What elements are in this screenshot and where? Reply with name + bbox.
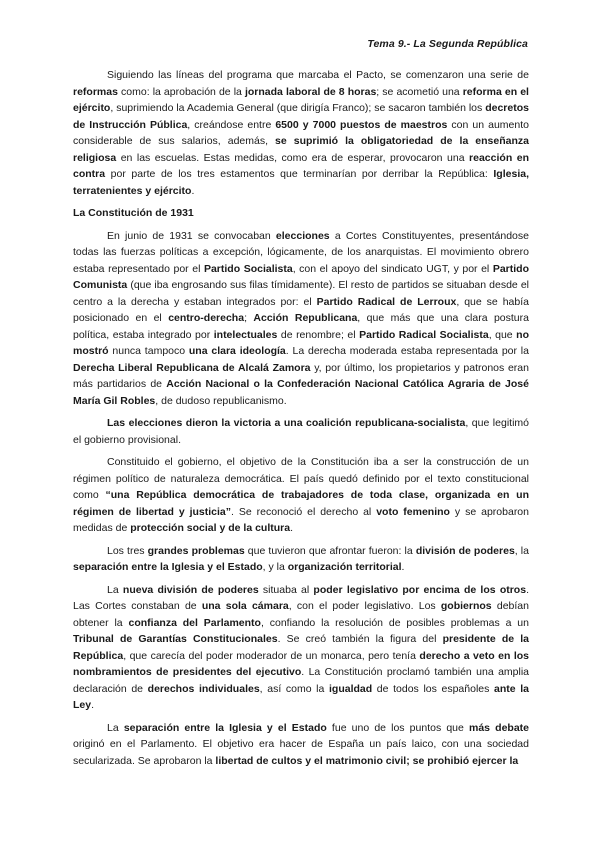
bold-run: Las elecciones dieron la victoria a una coalición republicana-socialista bbox=[107, 417, 466, 429]
bold-run: ante la Ley bbox=[73, 682, 529, 711]
bold-run: libertad de cultos y el matrimonio civil; se prohibió ejercer la bbox=[215, 754, 519, 767]
text-run: , así como la bbox=[259, 682, 329, 695]
page-header: Tema 9.- La Segunda República bbox=[367, 38, 528, 50]
bold-run: división de poderes bbox=[415, 544, 515, 557]
bold-run: no mostró bbox=[73, 328, 529, 357]
text-run: originó en el Parlamento. El objetivo era hacer de España un país laico, con una sociedad secularizada. Se aprobaron la bbox=[73, 738, 529, 767]
text-run: debían obtener la bbox=[73, 600, 529, 629]
bold-run: Derecha Liberal Republicana de Alcalá Zamora bbox=[73, 361, 311, 374]
text-run: , que más que una clara postura política, estaba integrado por bbox=[73, 312, 529, 341]
text-run: . Las Cortes constaban de bbox=[73, 583, 529, 612]
text-run: ; bbox=[244, 312, 254, 324]
paragraph-iglesia-estado bbox=[73, 720, 529, 770]
bold-run: confianza del Parlamento bbox=[128, 616, 261, 629]
text-run: y, por último, los propietarios y patronos eran más partidarios de bbox=[73, 361, 529, 390]
text-run: , que legitimó el gobierno provisional. bbox=[73, 417, 529, 446]
text-run: en las escuelas. Estas medidas, como era de esperar, provocaron una bbox=[116, 151, 470, 164]
text-run: La bbox=[107, 721, 124, 734]
text-run: de renombre; el bbox=[277, 328, 360, 341]
bold-run: Acción Republicana bbox=[253, 312, 358, 324]
bold-run: derecho a veto en los nombramientos de presidentes del ejecutivo bbox=[73, 649, 529, 678]
text-run: con un aumento considerable de sus salarios, además, bbox=[73, 118, 529, 147]
bold-run: una sola cámara bbox=[201, 600, 289, 612]
bold-run: organización territorial bbox=[287, 561, 402, 573]
text-run: , con el apoyo del sindicato UGT, y por el bbox=[292, 262, 493, 275]
text-run: y se aprobaron medidas de bbox=[73, 505, 529, 534]
text-run: . bbox=[290, 522, 294, 534]
paragraph-victoria bbox=[73, 415, 529, 448]
bold-run: centro-derecha bbox=[168, 312, 245, 324]
text-run: nunca tampoco bbox=[108, 345, 189, 357]
text-run: . Se creó también la figura del bbox=[277, 633, 443, 645]
bold-run: Partido Radical de Lerroux bbox=[316, 295, 457, 308]
paragraph-elecciones bbox=[73, 228, 529, 410]
text-run: . La derecha moderada estaba representada por la bbox=[285, 345, 529, 357]
text-run: por parte de los tres estamentos que terminarían por derribar la República: bbox=[105, 168, 494, 180]
text-run: , de dudoso republicanismo. bbox=[155, 394, 287, 407]
text-run: , confiando la resolución de posibles problemas a un bbox=[260, 616, 529, 629]
text-run: , creándose entre bbox=[187, 118, 276, 131]
bold-run: Partido Socialista bbox=[203, 262, 293, 275]
text-run: , suprimiendo la Academia General (que dirigía Franco); se sacaron también los bbox=[110, 102, 486, 114]
text-run: (que iba engrosando sus filas tímidamente). El resto de partidos se situaban desde el centro a la derecha y estaban integrados por: el bbox=[73, 279, 529, 308]
paragraph-problemas bbox=[73, 543, 529, 576]
bold-run: reformas bbox=[73, 85, 118, 98]
bold-run: elecciones bbox=[275, 229, 330, 242]
bold-run: poder legislativo por encima de los otros bbox=[313, 583, 527, 596]
bold-run: Tribunal de Garantías Constitucionales bbox=[73, 633, 278, 645]
text-run: ; se acometió una bbox=[376, 85, 463, 98]
bold-run: Acción Nacional o la Confederación Nacional Católica Agraria de José María Gil Robles bbox=[73, 378, 529, 407]
bold-run: jornada laboral de 8 horas bbox=[244, 85, 377, 98]
text-run: , con el poder legislativo. Los bbox=[288, 600, 441, 612]
text-run: La bbox=[107, 583, 123, 596]
bold-run: grandes problemas bbox=[147, 544, 245, 557]
text-run: , que bbox=[488, 328, 517, 341]
bold-run: decretos de Instrucción Pública bbox=[73, 102, 529, 131]
text-run: . bbox=[91, 699, 95, 711]
text-run: como: la aprobación de la bbox=[117, 85, 245, 98]
bold-run: separación entre la Iglesia y el Estado bbox=[73, 561, 263, 573]
bold-run: Partido Radical Socialista bbox=[359, 328, 489, 341]
text-run: Los tres bbox=[107, 544, 148, 557]
text-run: a Cortes Constituyentes, presentándose todas las fuerzas políticas a excepción, lógicamente, de los anarquistas. El movimiento obrero estaba representado por el bbox=[73, 229, 529, 275]
text-run: , la bbox=[514, 544, 529, 557]
bold-run: presidente de la República bbox=[73, 633, 529, 662]
bold-run: nueva división de poderes bbox=[122, 583, 259, 596]
bold-run: separación entre la Iglesia y el Estado bbox=[123, 721, 327, 734]
text-run: . Se reconoció el derecho al bbox=[231, 505, 377, 518]
text-run: de todos los españoles bbox=[372, 682, 495, 695]
bold-run: Iglesia, terratenientes y ejército bbox=[73, 168, 529, 197]
bold-run: 6500 y 7000 puestos de maestros bbox=[275, 118, 448, 131]
bold-run: Partido Comunista bbox=[73, 262, 529, 291]
bold-run: voto femenino bbox=[376, 505, 450, 518]
bold-run: intelectuales bbox=[213, 328, 278, 341]
document-body bbox=[73, 67, 529, 775]
bold-run: protección social y de la cultura bbox=[130, 522, 291, 534]
text-run: Siguiendo las líneas del programa que marcaba el Pacto, se comenzaron una serie de bbox=[107, 69, 529, 81]
text-run: , que se había posicionado en el bbox=[73, 295, 529, 324]
paragraph-division-poderes bbox=[73, 582, 529, 714]
text-run: . bbox=[401, 561, 405, 573]
text-run: , que carecía del poder moderador de un monarca, pero tenía bbox=[123, 649, 420, 662]
bold-run: reforma en el ejército bbox=[73, 85, 529, 114]
bold-run: igualdad bbox=[329, 682, 373, 695]
bold-run: “una República democrática de trabajadores de toda clase, organizada en un régimen de libertad y justicia” bbox=[73, 489, 530, 518]
bold-run: reacción en contra bbox=[73, 151, 529, 180]
text-run: fue uno de los puntos que bbox=[326, 721, 469, 734]
text-run: En junio de 1931 se convocaban bbox=[107, 229, 276, 242]
text-run: que tuvieron que afrontar fueron: la bbox=[244, 544, 416, 557]
text-run: . bbox=[191, 184, 195, 197]
bold-run: derechos individuales bbox=[147, 682, 260, 695]
bold-run: una clara ideología bbox=[188, 345, 286, 357]
text-run: Constituido el gobierno, el objetivo de la Constitución iba a ser la construcción de un régimen político de naturaleza democrática. El país quedó definido por el texto constitucional como bbox=[73, 456, 529, 501]
text-run: . La Constitución proclamó también una amplia declaración de bbox=[73, 666, 530, 695]
bold-run: más debate bbox=[469, 721, 529, 734]
paragraph-reformas bbox=[73, 67, 529, 199]
text-run: , y la bbox=[262, 561, 288, 573]
bold-run: se suprimió la obligatoriedad de la enseñanza religiosa bbox=[73, 135, 529, 164]
bold-run: gobiernos bbox=[440, 600, 492, 612]
text-run: situaba al bbox=[258, 583, 314, 596]
section-heading: La Constitución de 1931 bbox=[73, 207, 194, 219]
paragraph-constitucion bbox=[73, 454, 529, 537]
